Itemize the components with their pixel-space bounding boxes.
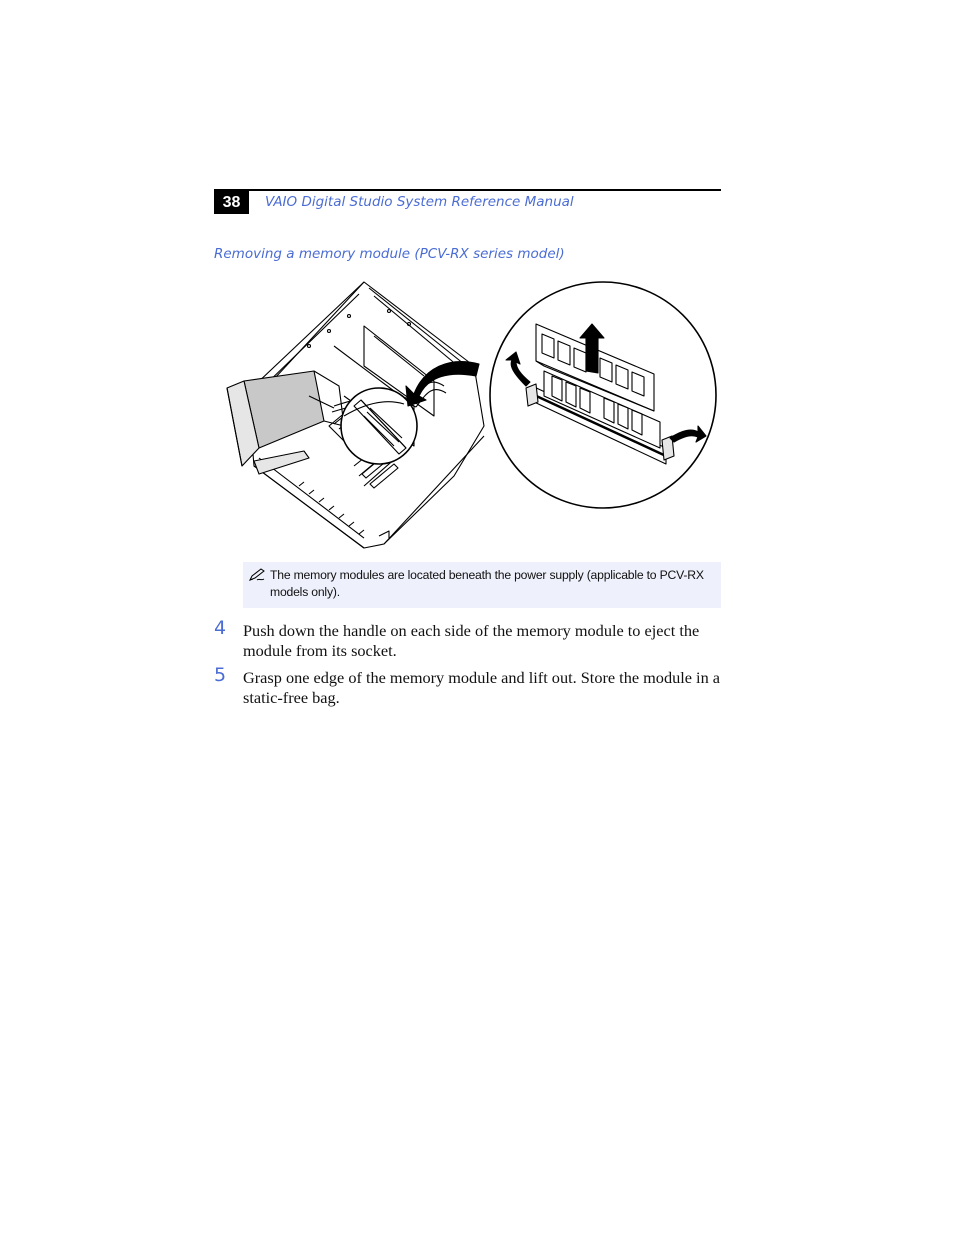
manual-title: VAIO Digital Studio System Reference Manual [265, 194, 574, 210]
step-number: 5 [214, 664, 227, 686]
note-box [243, 562, 721, 608]
figure-caption: Removing a memory module (PCV-RX series model) [214, 246, 565, 262]
header-rule [214, 189, 721, 191]
step-text: Grasp one edge of the memory module and lift out. Store the module in a static-free bag. [243, 668, 721, 707]
note-text: The memory modules are located beneath the power supply (applicable to PCV-RX models only). [270, 568, 704, 599]
socket-zoom-circle [341, 388, 417, 464]
module-zoom-circle [490, 282, 716, 508]
step-number: 4 [214, 617, 227, 639]
memory-module-illustration [214, 276, 724, 554]
pencil-note-icon [248, 568, 266, 582]
page-number: 38 [214, 191, 249, 214]
step-text: Push down the handle on each side of the memory module to eject the module from its socket. [243, 621, 700, 660]
